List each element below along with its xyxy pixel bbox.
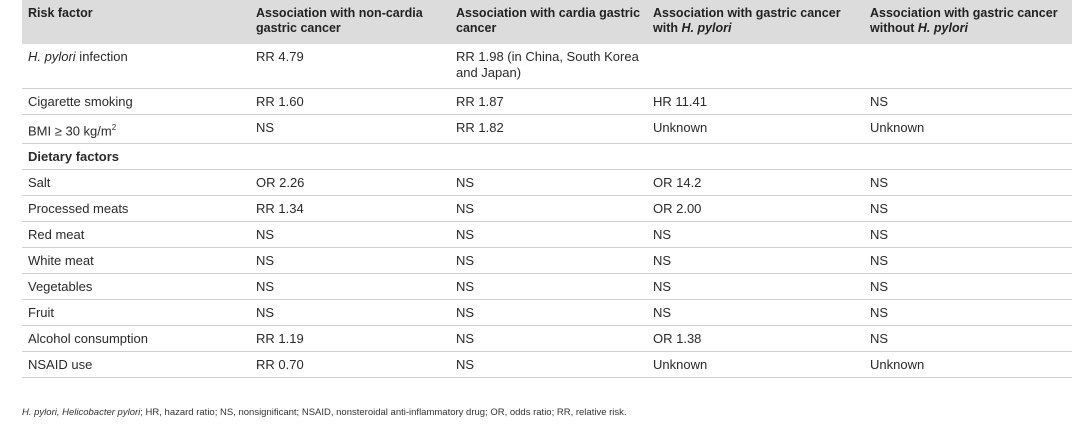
cell-without-hp: NS [864,273,1072,299]
section-row-dietary-factors [22,143,1072,169]
header-without-hp-italic: H. pylori [917,21,968,35]
cell-risk-factor: Red meat [22,221,250,247]
cell-risk-factor: White meat [22,247,250,273]
cell-without-hp: NS [864,169,1072,195]
table-row-hp-infection [22,44,1072,88]
cell-with-hp: OR 14.2 [647,169,864,195]
cell-non-cardia: RR 1.60 [250,88,450,114]
cell-risk-factor [22,44,250,88]
cell-cardia: NS [450,273,647,299]
header-non-cardia: Association with non-cardia gastric cancer [256,6,423,35]
cell-without-hp [864,44,1072,88]
header-without-hp-text: Association with gastric cancer without [870,6,1058,35]
table-row [22,299,1072,325]
section-label: Dietary factors [22,143,250,169]
header-with-hp-italic: H. pylori [681,21,732,35]
cell-non-cardia: OR 2.26 [250,169,450,195]
cell-non-cardia: RR 4.79 [250,44,450,88]
cell-non-cardia: RR 1.34 [250,195,450,221]
cell-with-hp: HR 11.41 [647,88,864,114]
cell-with-hp: NS [647,221,864,247]
cell-risk-factor: NSAID use [22,351,250,377]
cell-with-hp: Unknown [647,351,864,377]
cell-cardia: NS [450,247,647,273]
table-row [22,325,1072,351]
table-footnote [22,407,627,418]
cell-cardia: RR 1.82 [450,114,647,143]
cell-risk-factor: Vegetables [22,273,250,299]
table-row [22,247,1072,273]
header-cardia: Association with cardia gastric cancer [456,6,641,35]
cell-cardia: RR 1.98 (in China, South Korea and Japan) [450,44,647,88]
cell-risk-factor: Salt [22,169,250,195]
cell-non-cardia: RR 0.70 [250,351,450,377]
cell-non-cardia: NS [250,221,450,247]
header-with-hp [647,0,864,44]
table-row [22,221,1072,247]
bmi-superscript: 2 [111,122,117,132]
cell-without-hp: Unknown [864,351,1072,377]
cell-without-hp: NS [864,299,1072,325]
table-row [22,351,1072,377]
header-with-hp-text: Association with gastric cancer with [653,6,841,35]
table-row [22,169,1072,195]
footnote-text: ; HR, hazard ratio; NS, nonsignificant; NSAID, nonsteroidal anti-inflammatory drug; OR, odds ratio; RR, relative risk. [140,407,627,418]
cell-risk-factor: Fruit [22,299,250,325]
cell-non-cardia: NS [250,114,450,143]
footnote-hp-italic: H. pylori, Helicobacter pylori [22,407,141,418]
risk-factor-table-container [22,0,1072,378]
cell-non-cardia: NS [250,273,450,299]
cell-risk-factor: Cigarette smoking [22,88,250,114]
cell-cardia: NS [450,169,647,195]
cell-with-hp: OR 1.38 [647,325,864,351]
bmi-name: BMI ≥ 30 kg/m [28,122,112,138]
cell-cardia: NS [450,351,647,377]
table-row-smoking [22,88,1072,114]
table-row [22,195,1072,221]
dietary-rows [22,169,1072,377]
cell-with-hp: NS [647,273,864,299]
table-header-row [22,0,1072,44]
header-without-hp [864,0,1072,44]
cell-non-cardia: RR 1.19 [250,325,450,351]
cell-cardia: NS [450,325,647,351]
cell-without-hp: NS [864,88,1072,114]
cell-cardia: NS [450,195,647,221]
cell-with-hp: Unknown [647,114,864,143]
cell-with-hp: OR 2.00 [647,195,864,221]
table-row-bmi [22,114,1072,143]
cell-risk-factor [22,114,250,143]
cell-non-cardia: NS [250,247,450,273]
cell-without-hp: Unknown [864,114,1072,143]
risk-factor-table [22,0,1072,378]
table-row [22,273,1072,299]
cell-without-hp: NS [864,195,1072,221]
cell-with-hp: NS [647,247,864,273]
cell-risk-factor: Processed meats [22,195,250,221]
cell-with-hp: NS [647,299,864,325]
cell-with-hp [647,44,864,88]
cell-non-cardia: NS [250,299,450,325]
cell-without-hp: NS [864,247,1072,273]
header-risk-factor: Risk factor [28,6,93,20]
cell-risk-factor: Alcohol consumption [22,325,250,351]
cell-cardia: NS [450,299,647,325]
cell-cardia: RR 1.87 [450,88,647,114]
cell-cardia: NS [450,221,647,247]
hp-name-rest: infection [75,49,128,64]
hp-italic-name: H. pylori [28,49,76,64]
cell-without-hp: NS [864,325,1072,351]
cell-without-hp: NS [864,221,1072,247]
